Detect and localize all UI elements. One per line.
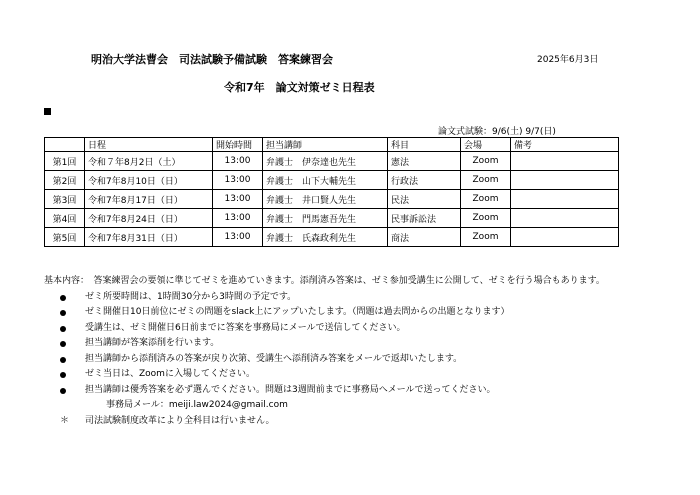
session-date: 令和7年8月17日（日） [85,190,213,209]
remarks [511,228,619,247]
session-date: 令和7年8月31日（日） [85,228,213,247]
schedule-table [44,137,619,247]
venue: Zoom [461,190,511,209]
session-date: 令和7年8月24日（日） [85,209,213,228]
note-text: ゼミ当日は、Zoomに入場してください。 [85,369,255,379]
instructor: 弁護士 井口賢人先生 [263,190,388,209]
subject: 行政法 [388,171,461,190]
column-header-remarks: 備考 [511,138,619,152]
venue: Zoom [461,171,511,190]
column-header-venue: 会場 [461,138,511,152]
organization-heading: 明治大学法曹会 司法試験予備試験 答案練習会 [91,53,333,66]
note-text: ゼミ所要時間は、1時間30分から3時間の予定です。 [85,291,297,302]
session-number: 第4回 [45,209,85,228]
start-time: 13:00 [213,228,263,247]
start-time: 13:00 [213,190,263,209]
exam-date-note: 論文式試験：9/6(土) 9/7(日) [438,127,556,137]
table-header-row [45,138,619,152]
table-row [45,152,619,171]
table-row [45,171,619,190]
instructor: 弁護士 山下大輔先生 [263,171,388,190]
remarks [511,190,619,209]
note-item [44,383,605,399]
note-text: ゼミ開催日10日前位にゼミの問題をslack上にアップいたします。（問題は過去問からの出題となります） [85,307,510,317]
black-square-marker [44,108,51,115]
document-date: 2025年6月3日 [537,55,599,65]
note-item [44,352,605,368]
session-number: 第3回 [45,190,85,209]
note-item [44,321,605,337]
note-item [44,305,605,321]
remarks [511,171,619,190]
bullet-icon [60,326,66,332]
session-number: 第5回 [45,228,85,247]
page-title: 令和7年 論文対策ゼミ日程表 [224,81,375,94]
final-note-text: 司法試験制度改革により全科目は行いません。 [85,415,275,426]
notes-section [44,274,605,429]
venue: Zoom [461,209,511,228]
note-item [44,336,605,352]
bullet-icon [60,310,66,316]
subject: 民事訴訟法 [388,209,461,228]
subject: 民法 [388,190,461,209]
final-note [44,414,605,430]
notes-intro: 基本内容： 答案練習会の要領に準じてゼミを進めていきます。添削済み答案は、ゼミ参加受講生に公開して、ゼミを行う場合もあります。 [44,276,605,286]
subject: 商法 [388,228,461,247]
note-text: 担当講師が答案添削を行います。 [85,338,220,348]
bullet-icon [60,295,66,301]
note-text: 担当講師から添削済みの答案が戻り次第、受講生へ添削済み答案をメールで返却いたします。 [85,353,463,364]
note-text: 担当講師は優秀答案を必ず選んでください。問題は3週間前までに事務局へメールで送ってください。 [85,384,496,395]
venue: Zoom [461,228,511,247]
column-header-number [45,138,85,152]
start-time: 13:00 [213,209,263,228]
table-row [45,209,619,228]
bullet-icon [60,388,66,394]
venue: Zoom [461,152,511,171]
session-number: 第2回 [45,171,85,190]
note-item [44,290,605,306]
table-row [45,190,619,209]
column-header-start-time: 開始時間 [213,138,263,152]
instructor: 弁護士 門馬憲吾先生 [263,209,388,228]
instructor: 弁護士 氏森政利先生 [263,228,388,247]
office-email: 事務局メール：meiji.law2024@gmail.com [106,400,288,410]
session-date: 令和７年8月2日（土） [85,152,213,171]
column-header-instructor: 担当講師 [263,138,388,152]
instructor: 弁護士 伊奈達也先生 [263,152,388,171]
start-time: 13:00 [213,171,263,190]
remarks [511,209,619,228]
column-header-subject: 科目 [388,138,461,152]
bullet-icon [60,372,66,378]
bullet-icon [60,357,66,363]
subject: 憲法 [388,152,461,171]
session-number: 第1回 [45,152,85,171]
session-date: 令和7年8月10日（日） [85,171,213,190]
note-text: 受講生は、ゼミ開催日6日前までに答案を事務局にメールで送信してください。 [85,322,406,333]
bullet-icon [60,341,66,347]
remarks [511,152,619,171]
note-item [44,367,605,383]
table-row [45,228,619,247]
column-header-date: 日程 [85,138,213,152]
start-time: 13:00 [213,152,263,171]
asterisk-icon: ＊ [60,415,70,426]
